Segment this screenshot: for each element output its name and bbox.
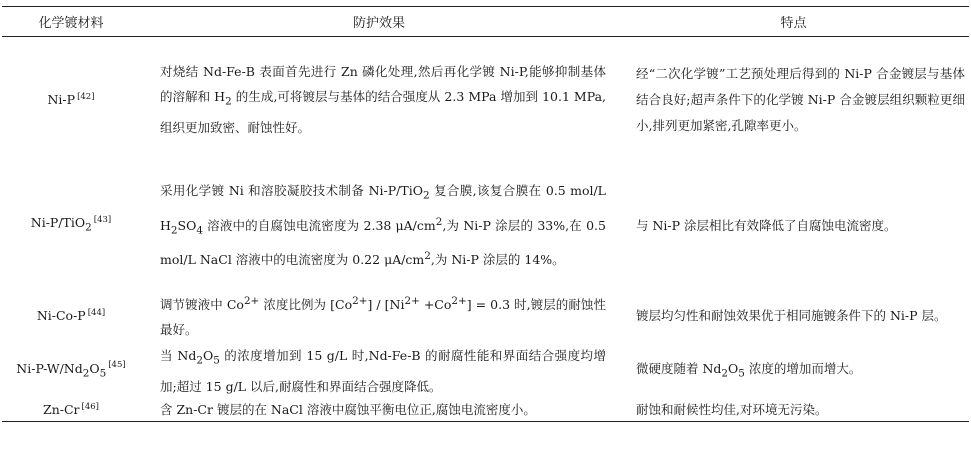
table-row [2, 343, 969, 400]
table-row [2, 163, 969, 289]
feature-cell: 微硬度随着 $Nd_2O_5$ 浓度的增加而增大。 [636, 360, 862, 380]
material-cell: $Ni-P-W/Nd_2O_5[45]$ [16, 360, 126, 380]
header-row [2, 7, 969, 37]
coating-comparison-table [2, 6, 969, 422]
feature-cell: 与 Ni-P 涂层相比有效降低了自腐蚀电流密度。 [636, 217, 897, 233]
effect-cell: 含 Zn-Cr 镀层的在 NaCl 溶液中腐蚀平衡电位正,腐蚀电流密度小。 [140, 400, 618, 422]
header-material: 化学镀材料 [2, 7, 140, 37]
header-feature: 特点 [618, 7, 969, 37]
material-cell: Ni-P/TiO$_2$[43] [30, 214, 112, 234]
material-cell: Ni-P [42] [47, 91, 95, 107]
table-row [2, 37, 969, 163]
feature-cell: 经“二次化学镀”工艺预处理后得到的 Ni-P 合金镀层与基体结合良好;超声条件下的化学镀 Ni-P 合金镀层组织颗粒更细小,排列更加紧密,孔隙率更小。 [636, 66, 965, 133]
effect-cell: 采用化学镀 Ni 和溶胶凝胶技术制备 Ni-P/TiO$_2$ 复合膜,该复合膜在 0.5 mol/L $H_2SO_4$ 溶液中的自腐蚀电流密度为 2.38 $\mu A/cm^2$,为 Ni-P 涂层的 33%,在 0.5 mol/L NaCl 溶液中的电流密度为 0.22 $\mu A/cm^2$,为 Ni-P 涂层的 14%。 [160, 183, 606, 267]
material-cell: Zn-Cr [46] [2, 400, 140, 422]
feature-cell: 镀层均匀性和耐蚀效果优于相同施镀条件下的 Ni-P 层。 [636, 307, 947, 323]
table-row [2, 289, 969, 343]
table-row [2, 400, 969, 422]
effect-cell: 调节镀液中 $Co^{2+}$ 浓度比例为 $[Co^{2+}] / [Ni^{2+} +Co^{2+}] = 0.3$ 时,镀层的耐蚀性最好。 [160, 294, 606, 338]
effect-cell: 对烧结 Nd-Fe-B 表面首先进行 Zn 磷化处理,然后再化学镀 Ni-P,能够抑制基体的溶解和 $H_2$ 的生成,可将镀层与基体的结合强度从 2.3 MPa 增加到 10.1 MPa,组织更加致密、耐蚀性好。 [160, 63, 607, 136]
effect-cell: 当 $Nd_2O_5$ 的浓度增加到 15 g/L 时,Nd-Fe-B 的耐腐性能和界面结合强度均增加;超过 15 g/L 以后,耐腐性和界面结合强度降低。 [160, 347, 606, 394]
header-effect: 防护效果 [140, 7, 618, 37]
feature-cell: 耐蚀和耐候性均佳,对环境无污染。 [618, 400, 969, 422]
material-cell: Ni-Co-P [44] [36, 307, 106, 323]
